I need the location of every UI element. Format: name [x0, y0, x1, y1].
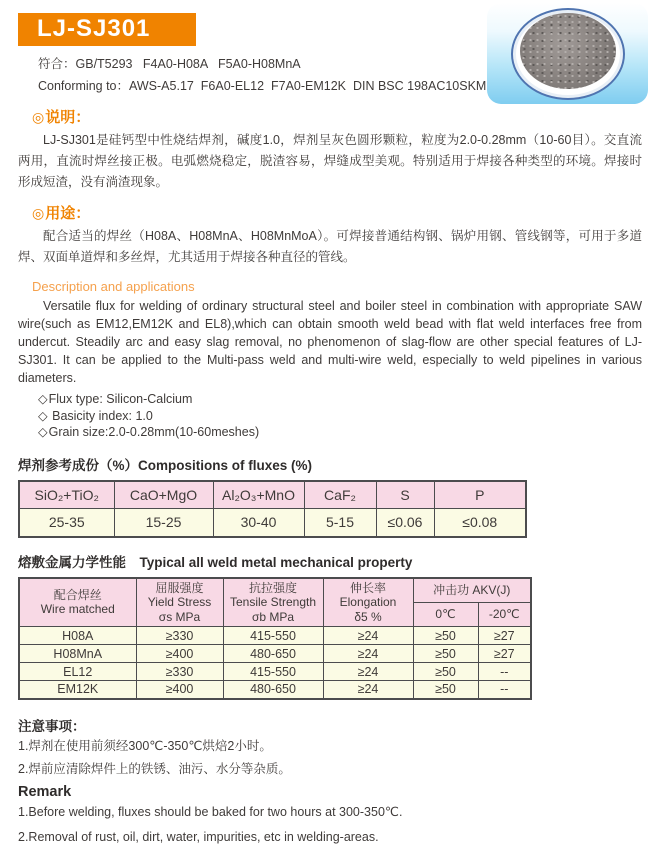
mech-cell: 480-650 — [223, 681, 323, 699]
mech-col-yield — [136, 578, 223, 627]
mech-col-wire-en: Wire matched — [40, 602, 115, 617]
mech-cell: ≥50 — [413, 645, 478, 663]
composition-table — [18, 480, 527, 538]
compliance-label-zh: 符合： — [38, 57, 76, 71]
mech-col-impact-0c: 0℃ — [413, 602, 478, 626]
comp-val-s: ≤0.06 — [376, 509, 434, 537]
sample-plate — [511, 8, 625, 100]
compliance-value-en: AWS-A5.17 F6A0-EL12 F7A0-EM12K DIN BSC 198AC10SKM — [129, 79, 487, 93]
mech-cell: 415-550 — [223, 663, 323, 681]
mech-cell: -- — [478, 681, 531, 699]
mech-cell: ≥330 — [136, 627, 223, 645]
remark-item-1: 1.Before welding, fluxes should be baked for two hours at 300-350℃. — [18, 804, 403, 819]
mech-cell: EL12 — [19, 663, 136, 681]
table-row — [19, 663, 531, 681]
mech-cell: -- — [478, 663, 531, 681]
mech-cell: 415-550 — [223, 627, 323, 645]
comp-col-sio2-tio2: SiO₂+TiO₂ — [19, 481, 114, 509]
notes-zh-item-1: 1.焊剂在使用前须经300℃-350℃烘焙2小时。 — [18, 738, 272, 753]
table-row — [19, 681, 531, 699]
comp-col-cao-mgo: CaO+MgO — [114, 481, 213, 509]
mech-col-yield-zh: 屈服强度 — [155, 580, 204, 595]
comp-val-al2o3-mno: 30-40 — [213, 509, 304, 537]
mech-col-yield-en: Yield Stress — [147, 595, 212, 609]
shuoming-title: 说明： — [45, 109, 91, 126]
mech-col-tensile — [223, 578, 323, 627]
mech-col-elongation — [323, 578, 413, 627]
mech-cell: ≥50 — [413, 681, 478, 699]
mech-cell: ≥24 — [323, 645, 413, 663]
mech-col-impact-minus20c: -20℃ — [478, 602, 531, 626]
remark-item-2: 2.Removal of rust, oil, dirt, water, impurities, etc in welding-areas. — [18, 829, 379, 844]
bullet-flux-type-text: Flux type: Silicon-Calcium — [48, 392, 193, 406]
mech-cell: ≥400 — [136, 645, 223, 663]
mech-cell: ≥24 — [323, 681, 413, 699]
comp-val-p: ≤0.08 — [434, 509, 526, 537]
mech-col-elongation-unit: δ5 % — [354, 609, 382, 624]
mech-header-row-1 — [19, 578, 531, 603]
spec-bullet-list — [38, 391, 642, 441]
table-row — [19, 627, 531, 645]
mech-cell: ≥24 — [323, 627, 413, 645]
mech-cell: ≥50 — [413, 663, 478, 681]
flux-powder — [520, 13, 616, 89]
table-row — [19, 645, 531, 663]
product-model-label: LJ-SJ301 — [37, 15, 151, 42]
bullet-basicity — [38, 408, 642, 425]
diamond-icon: ◇ — [38, 392, 48, 406]
section-heading-yongtu — [32, 202, 642, 223]
notes-zh-item-2: 2.焊前应清除焊件上的铁锈、油污、水分等杂质。 — [18, 761, 291, 776]
diamond-icon: ◇ — [38, 408, 48, 423]
comp-col-al2o3-mno: Al₂O₃+MnO — [213, 481, 304, 509]
composition-value-row — [19, 509, 526, 537]
mech-col-elongation-zh: 伸长率 — [349, 580, 386, 595]
yongtu-paragraph: 配合适当的焊丝（H08A、H08MnA、H08MnMoA）。可焊接普通结构钢、锅炉用钢、管线钢等，可用于多道焊、双面单道焊和多丝焊，尤其适用于焊接各种直径的管线。 — [18, 229, 642, 264]
compliance-value-zh: GB/T5293 F4A0-H08A F5A0-H08MnA — [75, 57, 301, 71]
mech-cell: H08MnA — [19, 645, 136, 663]
section-heading-shuoming — [32, 106, 642, 127]
mech-col-tensile-zh: 抗拉强度 — [248, 580, 297, 595]
comp-col-s: S — [376, 481, 434, 509]
mech-cell: ≥24 — [323, 663, 413, 681]
yongtu-title: 用途： — [45, 205, 91, 222]
mech-cell: 480-650 — [223, 645, 323, 663]
shuoming-paragraph: LJ-SJ301是硅钙型中性烧结焊剂，碱度1.0，焊剂呈灰色圆形颗粒，粒度为2.0-0.28mm（10-60目）。交直流两用，直流时焊丝接正极。电弧燃烧稳定，脱渣容易，焊缝成型美观。特别适用于焊接各种类型的环境。焊接时形成短渣，没有淌渣现象。 — [18, 133, 642, 189]
mech-col-tensile-unit: σb MPa — [251, 609, 295, 624]
mechanical-property-table — [18, 577, 532, 700]
mech-col-yield-unit: σs MPa — [158, 609, 201, 624]
mech-col-wire — [19, 578, 136, 627]
mech-col-impact-group: 冲击功 AKV(J) — [413, 578, 531, 603]
mech-cell: H08A — [19, 627, 136, 645]
comp-val-caf2: 5-15 — [304, 509, 376, 537]
mech-col-elongation-en: Elongation — [339, 595, 397, 609]
mechanical-table-title: 熔敷金属力学性能 Typical all weld metal mechanical property — [18, 554, 413, 570]
description-paragraph: Versatile flux for welding of ordinary structural steel and boiler steel in combination with appropriate SAW wire(such as EM12,EM12K and EL8),which can obtain smooth weld bead with flat weld interfaces free from undercut. Steadily arc and easy slag removal, no phenomenon of slag-flow are other special features of LJ-SJ301. It can be applied to the Multi-pass weld and multi-wire weld, especially to weld pipelines in various diameters. — [18, 299, 642, 385]
bullet-grain-size — [38, 424, 642, 441]
mech-cell: EM12K — [19, 681, 136, 699]
comp-val-cao-mgo: 15-25 — [114, 509, 213, 537]
mech-cell: ≥330 — [136, 663, 223, 681]
comp-col-caf2: CaF₂ — [304, 481, 376, 509]
product-model-banner — [18, 13, 196, 46]
composition-table-title: 焊剂参考成份（%）Compositions of fluxes (%) — [18, 457, 313, 473]
comp-col-p: P — [434, 481, 526, 509]
double-circle-icon: ◎ — [32, 109, 45, 125]
bullet-basicity-text: Basicity index: 1.0 — [52, 408, 153, 423]
mech-cell: ≥27 — [478, 627, 531, 645]
diamond-icon: ◇ — [38, 425, 48, 439]
mech-cell: ≥50 — [413, 627, 478, 645]
bullet-grain-size-text: Grain size:2.0-0.28mm(10-60meshes) — [48, 425, 260, 439]
mech-cell: ≥400 — [136, 681, 223, 699]
notes-zh-heading: 注意事项： — [18, 718, 86, 734]
compliance-label-en: Conforming to： — [38, 79, 130, 93]
double-circle-icon: ◎ — [32, 205, 45, 221]
remark-heading: Remark — [18, 783, 72, 800]
bullet-flux-type — [38, 391, 642, 408]
mech-cell: ≥27 — [478, 645, 531, 663]
mech-col-tensile-en: Tensile Strength — [229, 595, 317, 609]
section-heading-description: Description and applications — [32, 279, 195, 294]
mech-col-wire-zh: 配合焊丝 — [53, 587, 102, 602]
product-photo — [487, 3, 648, 104]
composition-header-row — [19, 481, 526, 509]
comp-val-sio2-tio2: 25-35 — [19, 509, 114, 537]
